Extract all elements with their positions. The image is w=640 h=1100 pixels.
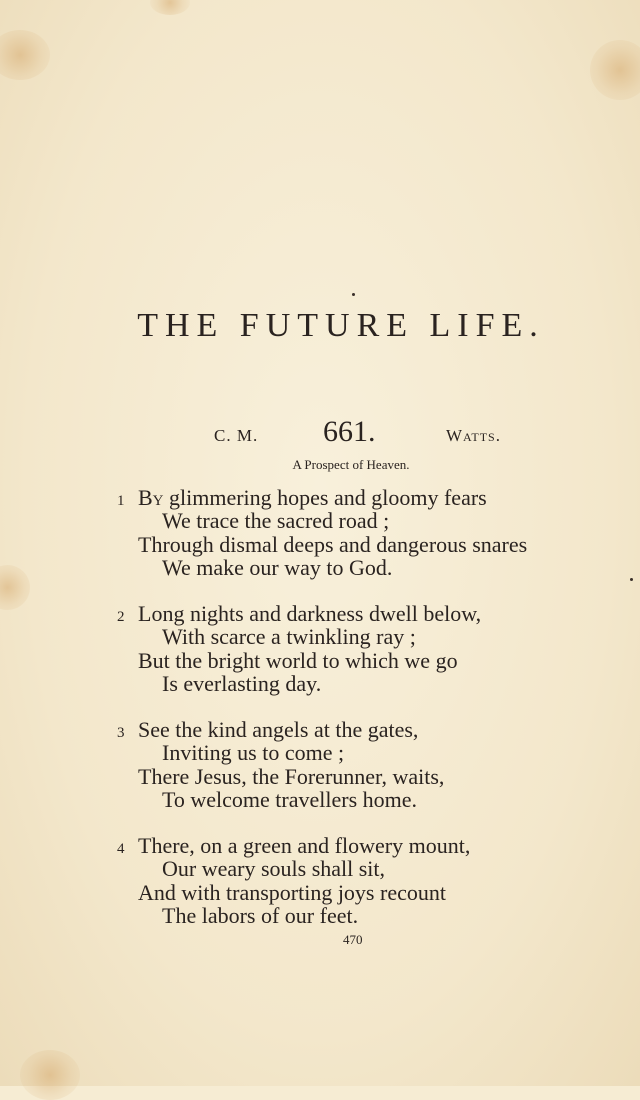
age-stain [590, 40, 640, 100]
verse-line: Is everlasting day. [162, 671, 322, 696]
hymn-subtitle: A Prospect of Heaven. [292, 457, 410, 472]
verse-line: We make our way to God. [162, 555, 393, 580]
verse-line: And with transporting joys recount [138, 880, 446, 905]
verse-line: Through dismal deeps and dangerous snares [138, 532, 528, 557]
verse-number: 3 [117, 725, 125, 741]
hymn-meter: C. M. [214, 426, 259, 445]
line-text: glimmering hopes and gloomy fears [163, 485, 487, 510]
hymn-header [0, 416, 640, 452]
verse-number: 1 [117, 493, 125, 509]
speck [630, 578, 633, 581]
verse-line: With scarce a twinkling ray ; [162, 624, 416, 649]
hymn-author: Watts. [446, 426, 501, 445]
age-stain [20, 1050, 80, 1100]
verse-line: To welcome travellers home. [162, 787, 418, 812]
speck [352, 293, 355, 296]
verse-line: But the bright world to which we go [138, 648, 458, 673]
first-word: By [138, 485, 164, 510]
age-stain [0, 565, 30, 610]
verse-number: 4 [117, 841, 125, 857]
verse-line [138, 486, 487, 510]
hymn-number: 661. [323, 415, 376, 448]
section-title: THE FUTURE LIFE. [137, 307, 545, 344]
page-number: 470 [343, 932, 363, 947]
verse-line: There Jesus, the Forerunner, waits, [138, 764, 445, 789]
verse-line: Inviting us to come ; [162, 740, 345, 765]
verse-line: Our weary souls shall sit, [162, 856, 386, 881]
age-stain [0, 30, 50, 80]
verse-line: There, on a green and flowery mount, [138, 833, 471, 858]
age-stain [150, 0, 190, 15]
verse-line: We trace the sacred road ; [162, 508, 390, 533]
verse-line: The labors of our feet. [162, 903, 359, 928]
verse-number: 2 [117, 609, 125, 625]
verse-line: Long nights and darkness dwell below, [138, 601, 482, 626]
verse-line: See the kind angels at the gates, [138, 717, 419, 742]
